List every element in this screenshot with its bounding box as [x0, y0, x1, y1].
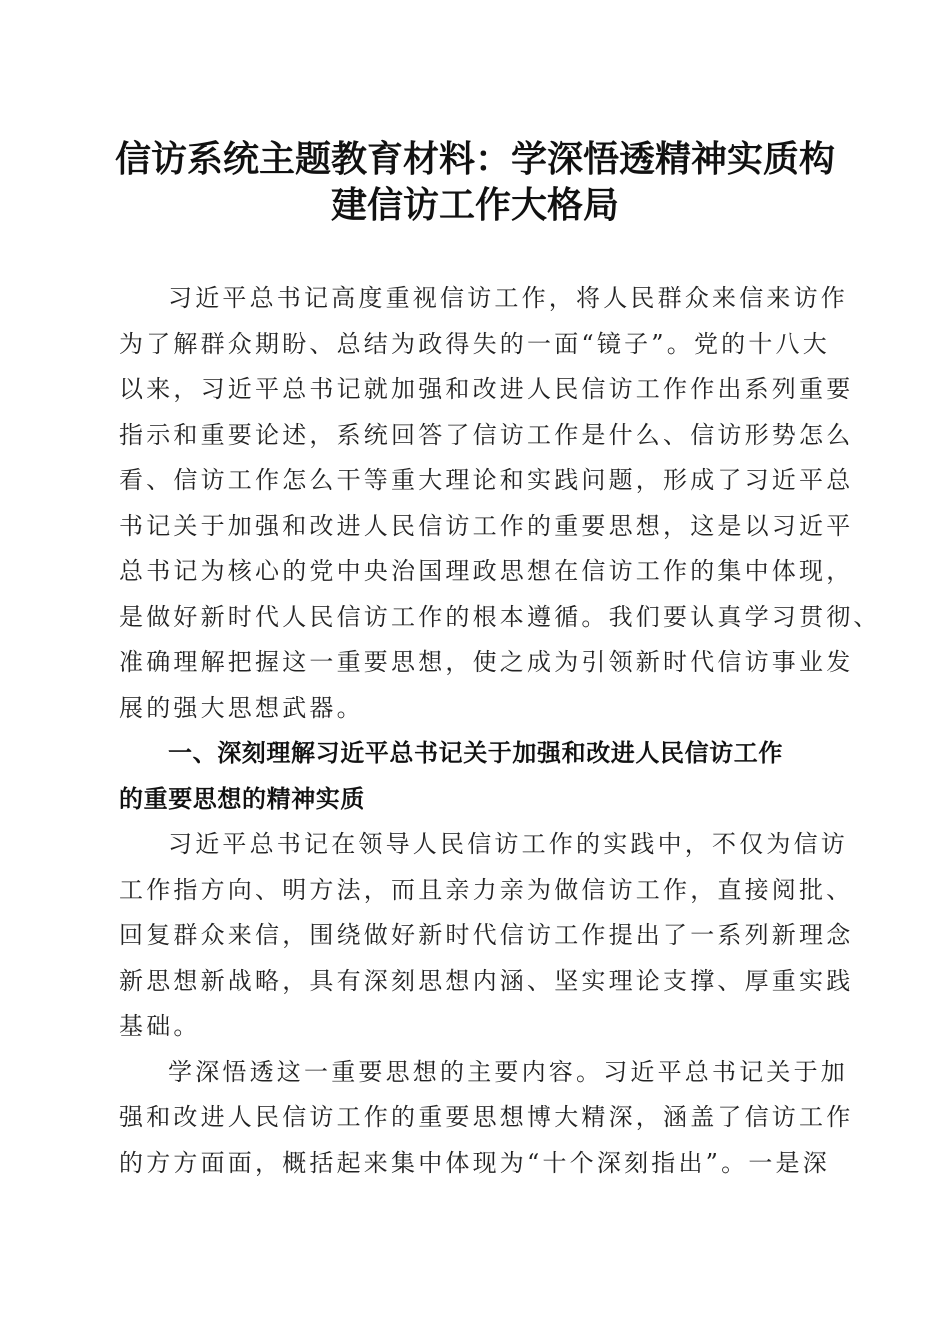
- document-body: [119, 276, 881, 1186]
- text-line: 习近平总书记在领导人民信访工作的实践中，不仅为信访: [168, 830, 848, 858]
- heading-line: 的重要思想的精神实质: [119, 784, 365, 813]
- text-line: 回复群众来信，围绕做好新时代信访工作提出了一系列新理念: [119, 921, 854, 949]
- text-line: 的方方面面，概括起来集中体现为“十个深刻指出”。一是深: [119, 1148, 830, 1177]
- text-line: 习近平总书记高度重视信访工作，将人民群众来信来访作: [168, 284, 848, 312]
- text-line: 是做好新时代人民信访工作的根本遵循。我们要认真学习贯彻、: [119, 602, 881, 631]
- heading-line: 一、深刻理解习近平总书记关于加强和改进人民信访工作: [168, 739, 783, 767]
- text-line: 总书记为核心的党中央治国理政思想在信访工作的集中体现，: [119, 557, 854, 585]
- text-line: 学深悟透这一重要思想的主要内容。习近平总书记关于加: [168, 1057, 848, 1086]
- text-line: 为了解群众期盼、总结为政得失的一面“镜子”。党的十八大: [119, 329, 830, 358]
- text-line: 看、信访工作怎么干等重大理论和实践问题，形成了习近平总: [119, 466, 854, 494]
- text-line: 新思想新战略，具有深刻思想内涵、坚实理论支撑、厚重实践: [119, 966, 854, 995]
- paragraph-content: [119, 1050, 854, 1187]
- text-line: 基础。: [119, 1012, 201, 1040]
- section-heading: [119, 731, 831, 822]
- text-line: 以来，习近平总书记就加强和改进人民信访工作作出系列重要: [119, 375, 854, 403]
- text-line: 工作指方向、明方法，而且亲力亲为做信访工作，直接阅批、: [119, 875, 854, 904]
- title-line: 信访系统主题教育材料：学深悟透精神实质构: [114, 138, 835, 180]
- text-line: 书记关于加强和改进人民信访工作的重要思想，这是以习近平: [119, 511, 854, 540]
- document-title: [100, 136, 850, 228]
- text-line: 强和改进人民信访工作的重要思想博大精深，涵盖了信访工作: [119, 1103, 854, 1131]
- text-line: 展的强大思想武器。: [119, 693, 364, 722]
- paragraph-practice: [119, 822, 854, 1050]
- text-line: 准确理解把握这一重要思想，使之成为引领新时代信访事业发: [119, 648, 854, 676]
- paragraph-intro: [119, 276, 881, 731]
- title-line: 建信访工作大格局: [330, 184, 619, 226]
- text-line: 指示和重要论述，系统回答了信访工作是什么、信访形势怎么: [119, 420, 854, 449]
